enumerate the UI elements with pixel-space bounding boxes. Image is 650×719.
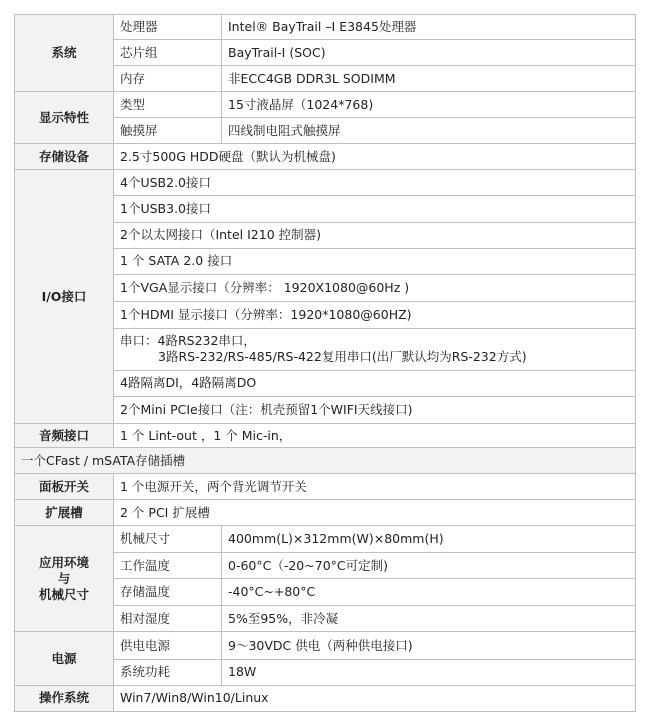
category-environment-line-1: 应用环境 (38, 554, 89, 570)
spec-value: -40°C~+80°C (222, 579, 636, 606)
spec-row (15, 423, 636, 447)
spec-row (15, 632, 636, 659)
category-environment (15, 526, 114, 632)
category-storage: 存储设备 (15, 144, 114, 170)
spec-label: 供电电源 (114, 632, 222, 659)
spec-value: 0-60°C（-20~70°C可定制) (222, 553, 636, 579)
spec-label: 系统功耗 (114, 659, 222, 685)
spec-value: 1 个 Lint-out ，1 个 Mic-in， (114, 423, 636, 447)
io-item: 1个VGA显示接口（分辨率： 1920X1080@60Hz ) (114, 274, 636, 301)
spec-row (15, 685, 636, 711)
spec-row (15, 144, 636, 170)
io-item: 1个USB3.0接口 (114, 196, 636, 222)
spec-value: 四线制电阻式触摸屏 (222, 118, 636, 144)
spec-value: Intel® BayTrail –I E3845处理器 (222, 15, 636, 40)
spec-value: Win7/Win8/Win10/Linux (114, 685, 636, 711)
spec-row (15, 170, 636, 196)
spec-value: 2.5寸500G HDD硬盘（默认为机械盘) (114, 144, 636, 170)
spec-table (14, 14, 636, 712)
cfast-slot: 一个CFast / mSATA存储插槽 (15, 448, 636, 474)
spec-row (15, 500, 636, 526)
category-panel-switch: 面板开关 (15, 474, 114, 500)
spec-value: 400mm(L)×312mm(W)×80mm(H) (222, 526, 636, 553)
spec-row (15, 92, 636, 118)
category-environment-line-2: 与 (57, 570, 71, 586)
spec-row (15, 15, 636, 40)
spec-row (15, 474, 636, 500)
spec-label: 芯片组 (114, 40, 222, 66)
spec-label: 工作温度 (114, 553, 222, 579)
serial-line-2: 3路RS-232/RS-485/RS-422复用串口(出厂默认均为RS-232方式) (158, 349, 527, 365)
spec-value: 15寸液晶屏（1024*768) (222, 92, 636, 118)
spec-value: BayTrail-I (SOC) (222, 40, 636, 66)
category-environment-line-3: 机械尺寸 (38, 586, 89, 602)
spec-label: 存储温度 (114, 579, 222, 606)
io-serial (114, 328, 636, 370)
category-system: 系统 (15, 15, 114, 92)
category-audio: 音频接口 (15, 423, 114, 447)
spec-value: 9～30VDC 供电（两种供电接口) (222, 632, 636, 659)
spec-value: 2 个 PCI 扩展槽 (114, 500, 636, 526)
category-os: 操作系统 (15, 685, 114, 711)
spec-value: 1 个电源开关，两个背光调节开关 (114, 474, 636, 500)
category-display: 显示特性 (15, 92, 114, 144)
io-item: 2个Mini PCIe接口（注：机壳预留1个WIFI天线接口) (114, 396, 636, 423)
category-io: I/O接口 (15, 170, 114, 424)
category-expansion: 扩展槽 (15, 500, 114, 526)
io-item: 4个USB2.0接口 (114, 170, 636, 196)
serial-line-1: 串口：4路RS232串口， (120, 333, 256, 349)
spec-label: 处理器 (114, 15, 222, 40)
spec-label: 类型 (114, 92, 222, 118)
spec-label: 内存 (114, 66, 222, 92)
spec-row (15, 526, 636, 553)
spec-row (15, 448, 636, 474)
spec-value: 非ECC4GB DDR3L SODIMM (222, 66, 636, 92)
io-item: 2个以太网接口（Intel I210 控制器) (114, 222, 636, 248)
spec-label: 触摸屏 (114, 118, 222, 144)
io-item: 1 个 SATA 2.0 接口 (114, 248, 636, 274)
spec-value: 5%至95%，非冷凝 (222, 606, 636, 632)
category-power: 电源 (15, 632, 114, 685)
io-item: 1个HDMI 显示接口（分辨率：1920*1080@60HZ) (114, 301, 636, 328)
spec-value: 18W (222, 659, 636, 685)
spec-label: 机械尺寸 (114, 526, 222, 553)
spec-label: 相对湿度 (114, 606, 222, 632)
io-item: 4路隔离DI，4路隔离DO (114, 370, 636, 396)
